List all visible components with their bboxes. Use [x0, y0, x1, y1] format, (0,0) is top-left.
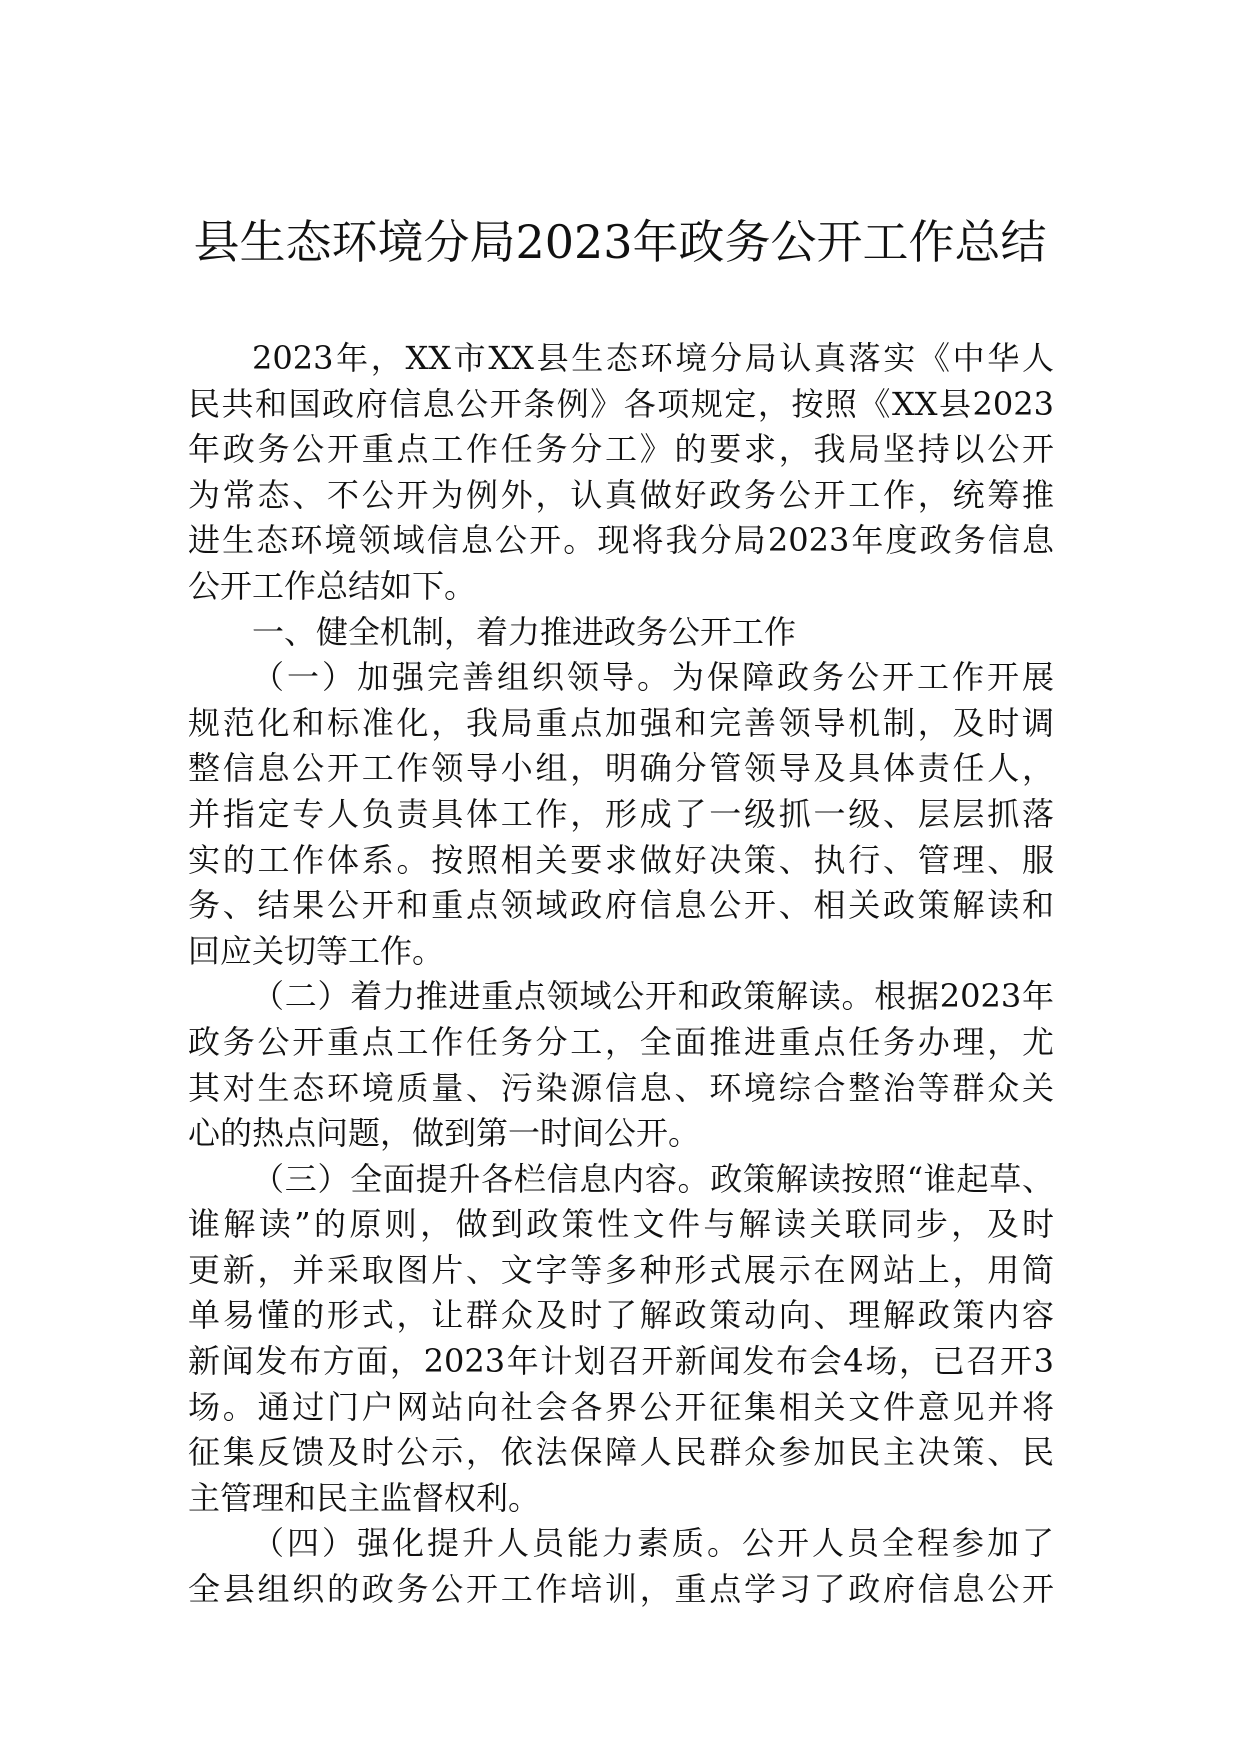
paragraph-line: 单易懂的形式，让群众及时了解政策动向、理解政策内容: [188, 1296, 1054, 1335]
paragraph-line: 更新，并采取图片、文字等多种形式展示在网站上，用简: [188, 1250, 1054, 1289]
paragraph-line: （三）全面提升各栏信息内容。政策解读按照“谁起草、: [252, 1159, 1054, 1198]
paragraph-line: 规范化和标准化，我局重点加强和完善领导机制，及时调: [188, 703, 1054, 742]
paragraph-line: 为常态、不公开为例外，认真做好政务公开工作，统筹推: [188, 475, 1054, 514]
paragraph-line: 心的热点问题，做到第一时间公开。: [188, 1114, 701, 1153]
paragraph-line: 年政务公开重点工作任务分工》的要求，我局坚持以公开: [188, 430, 1054, 469]
document-body: [188, 336, 1054, 1613]
paragraph-line: 谁解读”的原则，做到政策性文件与解读关联同步，及时: [188, 1205, 1054, 1244]
paragraph-line: 整信息公开工作领导小组，明确分管领导及具体责任人，: [188, 749, 1054, 788]
paragraph-line: 其对生态环境质量、污染源信息、环境综合整治等群众关: [188, 1068, 1054, 1107]
paragraph-line: 场。通过门户网站向社会各界公开征集相关文件意见并将: [188, 1387, 1054, 1426]
paragraph-line: 务、结果公开和重点领域政府信息公开、相关政策解读和: [188, 886, 1054, 925]
paragraph-line: 征集反馈及时公示，依法保障人民群众参加民主决策、民: [188, 1433, 1054, 1472]
paragraph-line: 回应关切等工作。: [188, 931, 445, 970]
paragraph-line: 主管理和民主监督权利。: [188, 1478, 541, 1517]
paragraph-line: 并指定专人负责具体工作，形成了一级抓一级、层层抓落: [188, 794, 1054, 833]
paragraph-line: 实的工作体系。按照相关要求做好决策、执行、管理、服: [188, 840, 1054, 879]
paragraph-line: 民共和国政府信息公开条例》各项规定，按照《XX县2023: [188, 384, 1054, 423]
paragraph-line: （二）着力推进重点领域公开和政策解读。根据2023年: [252, 977, 1054, 1016]
paragraph-line: 全县组织的政务公开工作培训，重点学习了政府信息公开: [188, 1570, 1054, 1609]
paragraph-line: 进生态环境领域信息公开。现将我分局2023年度政务信息: [188, 521, 1054, 560]
paragraph-line: 公开工作总结如下。: [188, 566, 477, 605]
paragraph-line: （一）加强完善组织领导。为保障政务公开工作开展: [252, 658, 1054, 697]
paragraph-line: 新闻发布方面，2023年计划召开新闻发布会4场，已召开3: [188, 1342, 1054, 1381]
paragraph-line: （四）强化提升人员能力素质。公开人员全程参加了: [252, 1524, 1054, 1563]
paragraph-line: 2023年，XX市XX县生态环境分局认真落实《中华人: [252, 339, 1054, 377]
document-title: 县生态环境分局2023年政务公开工作总结: [193, 215, 1047, 269]
section-heading: 一、健全机制，着力推进政务公开工作: [252, 612, 797, 651]
paragraph-line: 政务公开重点工作任务分工，全面推进重点任务办理，尤: [188, 1022, 1054, 1061]
